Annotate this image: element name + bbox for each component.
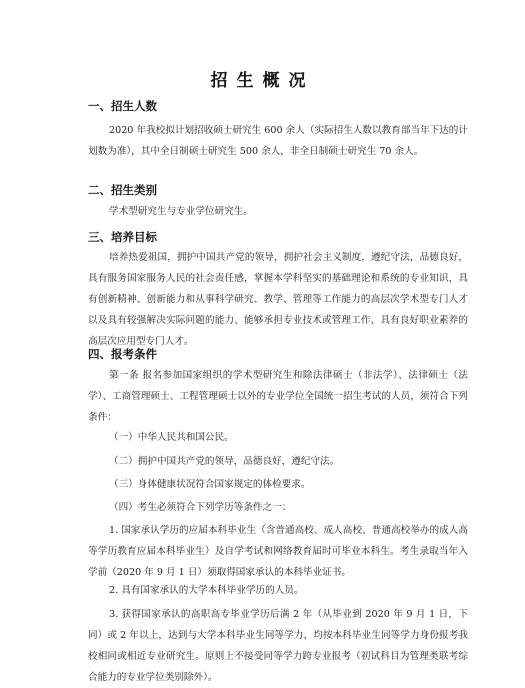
section-body-2: 学术型研究生与专业学位研究生。 (109, 206, 253, 217)
item-3: 3. 获得国家承认的高职高专毕业学历后满 2 年（从毕业到 2020 年 9 月 1 日，下同）或 2 年以上，达到与大学本科毕业生同等学力，均按本科毕业生同等学力身份报考我校相同或相近专业研究生。原则上不接受同等学力跨专业报考（初试科目为管理类联考综合能力的专业学位类别除外）。 (88, 609, 468, 683)
item-1: 1. 国家承认学历的应届本科毕业生（含普通高校、成人高校、普通高校举办的成人高等学历教育应届本科毕业生）及自学考试和网络教育届时可毕业本科生。考生录取当年入学前（2020 年 9 月 1 日）须取得国家承认的本科毕业证书。 (88, 525, 468, 578)
condition-4: （四）考生必须符合下列学历等条件之一： (109, 502, 292, 513)
section-body-3: 培养热爱祖国，拥护中国共产党的领导，拥护社会主义制度，遵纪守法，品德良好，具有服务国家服务人民的社会责任感，掌握本学科坚实的基础理论和系统的专业知识，具有创新精神、创新能力和从事科学研究、教学、管理等工作能力的高层次学术型专门人才以及具有较强解决实际问题的能力、能够承担专业技术或管理工作、具有良好职业素养的高层次应用型专门人才。 (88, 252, 468, 347)
condition-1: （一）中华人民共和国公民。 (109, 432, 234, 443)
section-heading-1: 一、招生人数 (88, 99, 157, 113)
condition-3: （三）身体健康状况符合国家规定的体检要求。 (109, 479, 311, 490)
section-heading-2: 二、招生类别 (88, 183, 157, 197)
section-body-1: 2020 年我校拟计划招收硕士研究生 600 余人（实际招生人数以教育部当年下达的计划数为准），其中全日制硕士研究生 500 余人，非全日制硕士研究生 70 余人。 (88, 125, 468, 157)
page-title: 招生概况 (210, 71, 315, 91)
section-heading-3: 三、培养目标 (88, 230, 157, 244)
item-2: 2. 具有国家承认的大学本科毕业学历的人员。 (109, 585, 304, 596)
condition-2: （二）拥护中国共产党的领导，品德良好，遵纪守法。 (109, 456, 340, 467)
section-body-4: 第一条 报名参加国家组织的学术型研究生和除法律硕士（非法学）、法律硕士（法学）、工商管理硕士、工程管理硕士以外的专业学位全国统一招生考试的人员，须符合下列条件： (88, 370, 468, 423)
section-heading-4: 四、报考条件 (88, 347, 157, 361)
